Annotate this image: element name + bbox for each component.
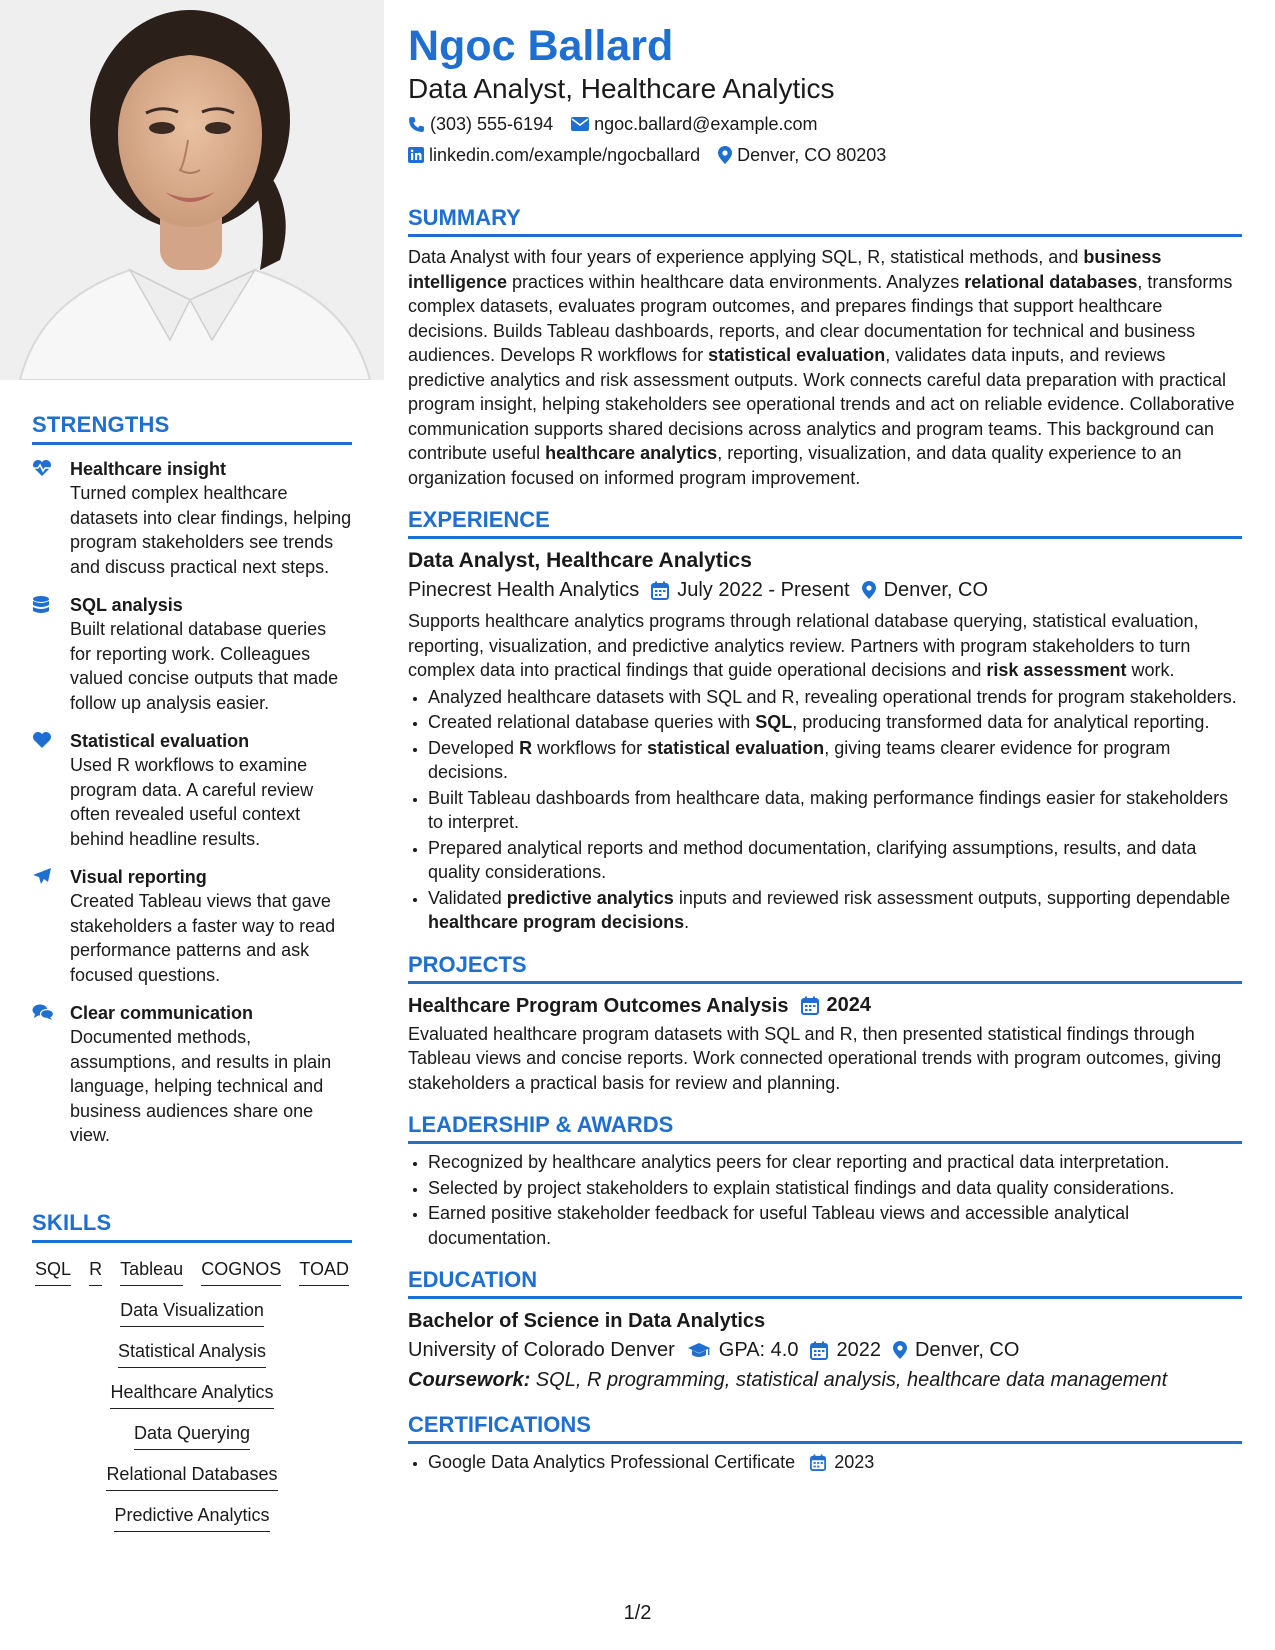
text-run: workflows for bbox=[532, 737, 648, 758]
list-item bbox=[428, 886, 1242, 935]
certification-year: 2023 bbox=[834, 1452, 875, 1472]
map-marker-icon bbox=[862, 581, 876, 599]
skill-tag: Data Querying bbox=[134, 1421, 250, 1450]
bold-text: predictive analytics bbox=[506, 887, 674, 908]
text-run: Created relational database queries with bbox=[428, 712, 756, 732]
text-run: , validates data inputs, and reviews predictive analytics and risk assessment outputs. Work connects careful data preparation with practical program insight, helping stakeholders see operational trends and act on reliable evidence. Collaborative communication supports shared decisions across analytics and program teams. This background can contribute useful bbox=[408, 345, 1235, 463]
contact-row bbox=[408, 111, 1242, 137]
skill-tag: Statistical Analysis bbox=[118, 1339, 266, 1368]
text-run: Prepared analytical reports and method documentation, clarifying assumptions, results, and data quality considerations. bbox=[428, 837, 1197, 882]
strength-item bbox=[32, 865, 352, 987]
certifications-title: CERTIFICATIONS bbox=[408, 1411, 1242, 1444]
text-run: work. bbox=[1126, 660, 1175, 680]
skill-tag: Healthcare Analytics bbox=[110, 1380, 273, 1409]
bold-text: healthcare program decisions bbox=[428, 912, 685, 932]
strength-title: SQL analysis bbox=[70, 595, 183, 615]
list-item bbox=[428, 685, 1242, 710]
school-location: Denver, CO bbox=[914, 1339, 1020, 1361]
bold-text: SQL bbox=[755, 712, 793, 732]
strength-item bbox=[32, 457, 352, 579]
candidate-headline: Data Analyst, Healthcare Analytics bbox=[408, 73, 835, 104]
text-run: , producing transformed data for analytical reporting. bbox=[792, 712, 1210, 732]
main-content bbox=[408, 20, 1242, 1475]
linkedin-icon bbox=[408, 147, 424, 163]
bold-text: healthcare analytics bbox=[545, 443, 718, 463]
envelope-icon bbox=[571, 117, 589, 131]
company-name: Pinecrest Health Analytics bbox=[408, 579, 640, 601]
text-run: inputs and reviewed risk assessment outputs, supporting dependable bbox=[673, 887, 1231, 908]
projects-title: PROJECTS bbox=[408, 951, 1242, 984]
text-run: Built Tableau dashboards from healthcare data, making performance findings easier for stakeholders to interpret. bbox=[428, 787, 1229, 832]
text-run: , reporting, visualization, and data quality experience to an organization focused on informed program improvement. bbox=[408, 443, 1182, 488]
summary-section bbox=[408, 204, 1242, 490]
text-run: Supports healthcare analytics programs through relational database querying, statistical evaluation, reporting, visualization, and predictive analytics review. Partners with program stakeholders to turn complex data into practical findings that guide operational decisions and bbox=[408, 611, 1199, 680]
list-item bbox=[428, 1450, 1242, 1475]
paper-plane-icon bbox=[32, 865, 70, 987]
calendar-icon bbox=[651, 581, 669, 600]
skills-section bbox=[32, 1210, 352, 1532]
database-icon bbox=[32, 593, 70, 715]
skill-tag: COGNOS bbox=[201, 1257, 281, 1286]
bold-text: statistical evaluation bbox=[708, 345, 886, 365]
skill-tag: Data Visualization bbox=[120, 1298, 264, 1327]
comments-icon bbox=[32, 1001, 70, 1148]
certifications-list bbox=[408, 1450, 1242, 1475]
skills-row bbox=[32, 1257, 352, 1286]
strength-description: Documented methods, assumptions, and results in plain language, helping technical and business audiences share one view. bbox=[70, 1027, 332, 1145]
project-description: Evaluated healthcare program datasets with SQL and R, then presented statistical findings through Tableau views and concise reports. Work connected operational trends with program outcomes, giving stakeholders a practical basis for review and planning. bbox=[408, 1023, 1222, 1093]
skill-tag: Tableau bbox=[120, 1257, 183, 1286]
certifications-section bbox=[408, 1411, 1242, 1475]
heart-icon bbox=[32, 729, 70, 851]
strength-item bbox=[32, 593, 352, 715]
text-run: Data Analyst with four years of experience applying SQL, R, statistical methods, and bbox=[408, 247, 1084, 267]
project-year: 2024 bbox=[826, 994, 872, 1016]
contact-row bbox=[408, 142, 1242, 168]
graduation-year: 2022 bbox=[836, 1339, 881, 1361]
education-meta bbox=[408, 1335, 1242, 1365]
job-dates: July 2022 - Present bbox=[677, 579, 850, 601]
graduation-cap-icon bbox=[687, 1342, 711, 1359]
education-title: EDUCATION bbox=[408, 1266, 1242, 1299]
strength-description: Used R workflows to examine program data. A careful review often revealed useful context behind headline results. bbox=[70, 755, 314, 849]
projects-section bbox=[408, 951, 1242, 1096]
email-link[interactable]: ngoc.ballard@example.com bbox=[594, 114, 818, 134]
skill-tag: Relational Databases bbox=[106, 1462, 277, 1491]
job-intro bbox=[408, 609, 1242, 683]
education-section bbox=[408, 1266, 1242, 1395]
bold-text: risk assessment bbox=[986, 660, 1127, 680]
skill-tag: SQL bbox=[35, 1257, 71, 1286]
text-run: practices within healthcare data environments. Analyzes bbox=[507, 271, 965, 292]
list-item bbox=[428, 836, 1242, 885]
linkedin-link[interactable]: linkedin.com/example/ngocballard bbox=[429, 145, 701, 165]
candidate-name: Ngoc Ballard bbox=[408, 22, 674, 70]
strength-description: Built relational database queries for reporting work. Colleagues valued concise outputs that made follow up analysis easier. bbox=[70, 619, 339, 713]
list-item: • Earned positive stakeholder feedback for useful Tableau views and accessible analytical documentation. bbox=[428, 1201, 1242, 1250]
text-run: , transforms complex datasets, evaluates program outcomes, and prepares findings that support healthcare decisions. Builds Tableau dashboards, reports, and clear documentation for technical and business audiences. Develops R workflows for bbox=[408, 271, 1233, 365]
gpa: GPA: 4.0 bbox=[718, 1339, 799, 1361]
text-run: , giving teams clearer evidence for program decisions. bbox=[428, 737, 1171, 782]
bold-text: relational databases bbox=[964, 271, 1138, 292]
job-meta bbox=[408, 575, 1242, 605]
coursework-label: Coursework: bbox=[408, 1369, 531, 1391]
certification-name: Google Data Analytics Professional Certificate bbox=[428, 1452, 796, 1472]
strength-description: Turned complex healthcare datasets into clear findings, helping program stakeholders see trends and discuss practical next steps. bbox=[70, 483, 352, 577]
text-run: . bbox=[684, 912, 690, 932]
calendar-icon bbox=[810, 1454, 826, 1471]
strength-title: Healthcare insight bbox=[70, 459, 227, 479]
list-item bbox=[428, 736, 1242, 785]
skill-tag: R bbox=[89, 1257, 102, 1286]
map-marker-icon bbox=[893, 1341, 907, 1359]
coursework-text: SQL, R programming, statistical analysis, healthcare data management bbox=[530, 1369, 1168, 1391]
text-run: Analyzed healthcare datasets with SQL and R, revealing operational trends for program stakeholders. bbox=[428, 686, 1237, 707]
strength-title: Statistical evaluation bbox=[70, 731, 250, 751]
strength-item bbox=[32, 729, 352, 851]
experience-title: EXPERIENCE bbox=[408, 506, 1242, 539]
summary-text bbox=[408, 245, 1242, 490]
map-marker-icon bbox=[718, 146, 732, 164]
skill-tag: Predictive Analytics bbox=[114, 1503, 269, 1532]
leadership-section bbox=[408, 1111, 1242, 1250]
strengths-section bbox=[32, 412, 352, 1148]
text-run: Validated bbox=[428, 887, 507, 908]
job-bullets bbox=[408, 685, 1242, 935]
skills-title: SKILLS bbox=[32, 1210, 352, 1243]
strength-title: Visual reporting bbox=[70, 867, 207, 887]
list-item: • Selected by project stakeholders to explain statistical findings and data quality considerations. bbox=[428, 1176, 1242, 1201]
degree-name: Bachelor of Science in Data Analytics bbox=[408, 1310, 766, 1332]
calendar-icon bbox=[801, 996, 819, 1015]
school-name: University of Colorado Denver bbox=[408, 1339, 675, 1361]
calendar-icon bbox=[810, 1341, 828, 1360]
strength-description: Created Tableau views that gave stakeholders a faster way to read performance patterns and ask focused questions. bbox=[70, 891, 336, 985]
strength-title: Clear communication bbox=[70, 1003, 254, 1023]
list-item: • Recognized by healthcare analytics peers for clear reporting and practical data interpretation. bbox=[428, 1150, 1242, 1175]
job-location: Denver, CO bbox=[883, 579, 989, 601]
strength-item bbox=[32, 1001, 352, 1148]
profile-photo bbox=[0, 0, 384, 380]
project-name: Healthcare Program Outcomes Analysis bbox=[408, 994, 789, 1017]
text-run: Developed bbox=[428, 737, 520, 758]
phone-icon bbox=[408, 116, 425, 133]
bold-text: business intelligence bbox=[408, 247, 1162, 292]
page-number: 1/2 bbox=[623, 1602, 652, 1624]
location-text: Denver, CO 80203 bbox=[737, 145, 887, 165]
strengths-title: STRENGTHS bbox=[32, 412, 352, 445]
list-item bbox=[428, 710, 1242, 735]
experience-section bbox=[408, 506, 1242, 935]
bold-text: R bbox=[519, 737, 533, 758]
skill-tag: TOAD bbox=[299, 1257, 349, 1286]
job-title: Data Analyst, Healthcare Analytics bbox=[408, 549, 752, 572]
leadership-title: LEADERSHIP & AWARDS bbox=[408, 1111, 1242, 1144]
sidebar bbox=[0, 0, 385, 1650]
bold-text: statistical evaluation bbox=[647, 737, 825, 758]
phone-number[interactable]: (303) 555-6194 bbox=[430, 114, 554, 134]
summary-title: SUMMARY bbox=[408, 204, 1242, 237]
list-item bbox=[428, 786, 1242, 835]
leadership-list bbox=[408, 1150, 1242, 1250]
heartbeat-icon bbox=[32, 457, 70, 579]
coursework bbox=[408, 1365, 1242, 1395]
